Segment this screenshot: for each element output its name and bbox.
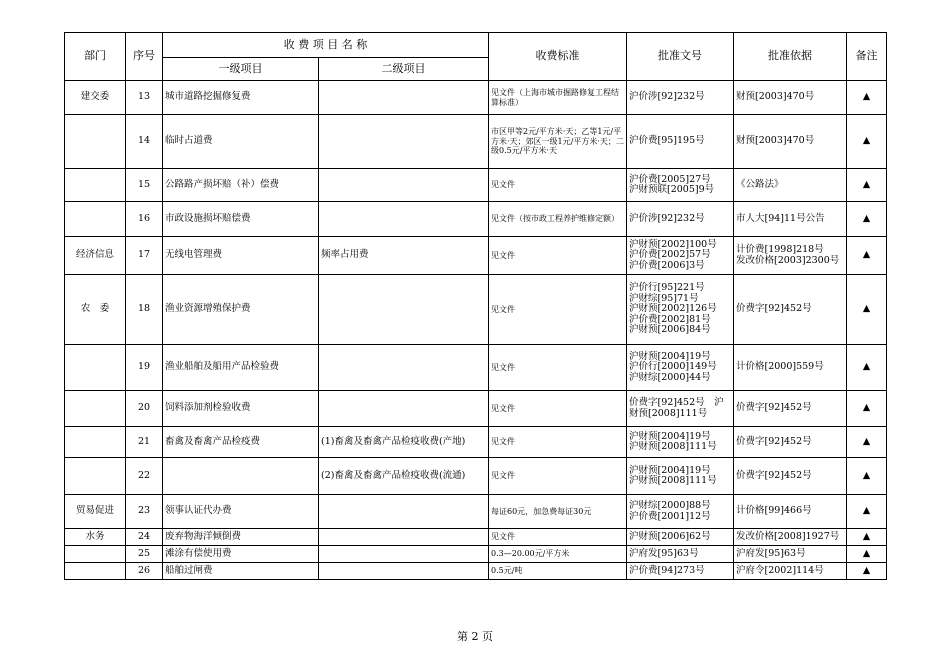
seq-cell: 24 [126,529,163,546]
approval-cell: 沪价费[95]195号 [627,115,734,169]
approval-cell: 沪财预[2004]19号 沪价行[2000]149号 沪财综[2000]44号 [627,345,734,391]
level1-cell: 船舶过闸费 [163,563,319,580]
level2-cell [319,546,489,563]
level1-cell: 滩涂有偿使用费 [163,546,319,563]
dept-cell [65,546,126,563]
approval-cell: 沪财综[2000]88号 沪价费[2001]12号 [627,495,734,529]
seq-cell: 13 [126,81,163,115]
level2-cell [319,345,489,391]
header-seq: 序号 [126,33,163,81]
table-row [65,115,887,169]
header-level2: 二级项目 [319,58,489,81]
approval-cell: 价费字[92]452号 沪财预[2008]111号 [627,391,734,427]
standard-cell: 见文件 [489,169,627,202]
level1-cell: 领事认证代办费 [163,495,319,529]
standard-cell: 见文件 [489,529,627,546]
seq-cell: 26 [126,563,163,580]
level1-cell: 渔业资源增殖保护费 [163,275,319,345]
dept-cell [65,345,126,391]
basis-cell: 计价格[99]466号 [734,495,847,529]
basis-cell: 财预[2003]470号 [734,81,847,115]
dept-cell: 建交委 [65,81,126,115]
standard-cell: 见文件 [489,427,627,458]
level1-cell: 废弃物海洋倾倒费 [163,529,319,546]
seq-cell: 16 [126,202,163,237]
table-row [65,275,887,345]
dept-cell: 贸易促进 [65,495,126,529]
seq-cell: 21 [126,427,163,458]
table-row [65,81,887,115]
level2-cell: (1)畜禽及畜禽产品检疫收费(产地) [319,427,489,458]
seq-cell: 23 [126,495,163,529]
basis-cell: 价费字[92]452号 [734,391,847,427]
table-row [65,563,887,580]
table-row [65,427,887,458]
level2-cell: 频率占用费 [319,237,489,275]
basis-cell: 《公路法》 [734,169,847,202]
dept-cell: 水务 [65,529,126,546]
seq-cell: 22 [126,458,163,495]
level2-cell: (2)畜禽及畜禽产品检疫收费(流通) [319,458,489,495]
dept-cell [65,391,126,427]
level2-cell [319,169,489,202]
level1-cell: 市政设施损坏赔偿费 [163,202,319,237]
remark-cell: ▲ [847,495,887,529]
level2-cell [319,202,489,237]
approval-cell: 沪财预[2002]100号 沪价费[2002]57号 沪价费[2006]3号 [627,237,734,275]
level2-cell [319,115,489,169]
standard-cell: 0.5元/吨 [489,563,627,580]
approval-cell: 沪价涉[92]232号 [627,81,734,115]
level1-cell: 城市道路挖掘修复费 [163,81,319,115]
remark-cell: ▲ [847,237,887,275]
dept-cell: 经济信息 [65,237,126,275]
basis-cell: 价费字[92]452号 [734,275,847,345]
basis-cell: 沪府令[2002]114号 [734,563,847,580]
approval-cell: 沪价费[2005]27号 沪财预联[2005]9号 [627,169,734,202]
remark-cell: ▲ [847,169,887,202]
standard-cell: 每证60元，加急费每证30元 [489,495,627,529]
table-row [65,169,887,202]
dept-cell [65,202,126,237]
header-level1: 一级项目 [163,58,319,81]
standard-cell: 见文件 [489,391,627,427]
basis-cell: 市人大[94]11号公告 [734,202,847,237]
table-row [65,495,887,529]
standard-cell: 0.3—20.00元/平方米 [489,546,627,563]
remark-cell: ▲ [847,427,887,458]
dept-cell: 农 委 [65,275,126,345]
level1-cell: 公路路产损坏赔（补）偿费 [163,169,319,202]
basis-cell: 财预[2003]470号 [734,115,847,169]
approval-cell: 沪价涉[92]232号 [627,202,734,237]
remark-cell: ▲ [847,275,887,345]
dept-cell [65,563,126,580]
seq-cell: 25 [126,546,163,563]
seq-cell: 20 [126,391,163,427]
level1-cell: 饲料添加剂检验收费 [163,391,319,427]
table-row [65,345,887,391]
header-item-name: 收 费 项 目 名 称 [163,33,489,58]
level1-cell: 渔业船舶及船用产品检验费 [163,345,319,391]
standard-cell: 市区甲等2元/平方米·天；乙等1元/平方米·天；郊区一级1元/平方米·天；二级0.5元/平方米·天 [489,115,627,169]
seq-cell: 15 [126,169,163,202]
fee-table [64,32,887,580]
table-row [65,529,887,546]
approval-cell: 沪价行[95]221号 沪财综[95]71号 沪财预[2002]126号 沪价费[2002]81号 沪财预[2006]84号 [627,275,734,345]
table-row [65,391,887,427]
basis-cell: 发改价格[2008]1927号 [734,529,847,546]
table-row [65,202,887,237]
seq-cell: 14 [126,115,163,169]
dept-cell [65,115,126,169]
remark-cell: ▲ [847,345,887,391]
basis-cell: 价费字[92]452号 [734,458,847,495]
header-basis: 批准依据 [734,33,847,81]
remark-cell: ▲ [847,563,887,580]
basis-cell: 计价费[1998]218号 发改价格[2003]2300号 [734,237,847,275]
level1-cell [163,458,319,495]
remark-cell: ▲ [847,458,887,495]
header-standard: 收费标准 [489,33,627,81]
level2-cell [319,563,489,580]
remark-cell: ▲ [847,391,887,427]
dept-cell [65,458,126,495]
standard-cell: 见文件 [489,458,627,495]
level2-cell [319,275,489,345]
remark-cell: ▲ [847,202,887,237]
dept-cell [65,169,126,202]
basis-cell: 计价格[2000]559号 [734,345,847,391]
header-remark: 备注 [847,33,887,81]
remark-cell: ▲ [847,529,887,546]
level2-cell [319,81,489,115]
remark-cell: ▲ [847,81,887,115]
remark-cell: ▲ [847,546,887,563]
seq-cell: 18 [126,275,163,345]
approval-cell: 沪财预[2006]62号 [627,529,734,546]
remark-cell: ▲ [847,115,887,169]
header-dept: 部门 [65,33,126,81]
table-row [65,237,887,275]
seq-cell: 17 [126,237,163,275]
approval-cell: 沪府发[95]63号 [627,546,734,563]
approval-cell: 沪价费[94]273号 [627,563,734,580]
level1-cell: 畜禽及畜禽产品检疫费 [163,427,319,458]
level2-cell [319,529,489,546]
basis-cell: 沪府发[95]63号 [734,546,847,563]
level2-cell [319,391,489,427]
basis-cell: 价费字[92]452号 [734,427,847,458]
table-row [65,546,887,563]
level2-cell [319,495,489,529]
header-approval-no: 批准文号 [627,33,734,81]
standard-cell: 见文件 [489,275,627,345]
standard-cell: 见文件（按市政工程养护维修定额） [489,202,627,237]
standard-cell: 见文件 [489,237,627,275]
table-row [65,458,887,495]
seq-cell: 19 [126,345,163,391]
approval-cell: 沪财预[2004]19号 沪财预[2008]111号 [627,427,734,458]
dept-cell [65,427,126,458]
approval-cell: 沪财预[2004]19号 沪财预[2008]111号 [627,458,734,495]
standard-cell: 见文件 [489,345,627,391]
page-number: 第 2 页 [457,630,493,643]
standard-cell: 见文件（上海市城市掘路修复工程结算标准） [489,81,627,115]
level1-cell: 无线电管理费 [163,237,319,275]
level1-cell: 临时占道费 [163,115,319,169]
